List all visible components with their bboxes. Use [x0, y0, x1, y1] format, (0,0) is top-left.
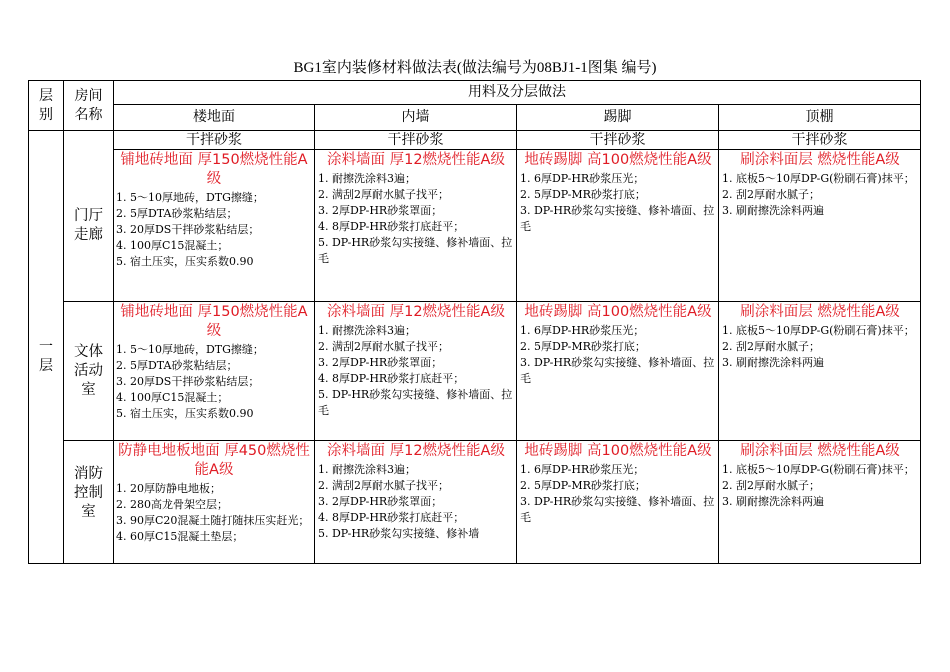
- spec-title: 地砖踢脚 高100燃烧性能A级: [524, 304, 712, 320]
- spec-title: 地砖踢脚 高100燃烧性能A级: [524, 152, 712, 168]
- header-floor: 层 别: [39, 87, 53, 123]
- list-item: 2. 5厚DP-MR砂浆打底；: [520, 340, 646, 353]
- spec-list: [722, 323, 918, 371]
- list-item: 5. 宿土压实，压实系数0.90: [116, 255, 254, 268]
- spec-cell: [520, 303, 716, 387]
- list-item: 1. 5～10厚地砖，DTG擦缝；: [116, 191, 264, 204]
- list-item: 4. 100厚C15混凝土；: [116, 391, 229, 404]
- spec-cell: [116, 303, 312, 422]
- spec-title: 涂料墙面 厚12燃烧性能A级: [327, 304, 505, 320]
- header-floor-finish: 楼地面: [193, 109, 235, 125]
- spec-cell: [116, 151, 312, 270]
- mortar-label: 干拌砂浆: [589, 132, 646, 148]
- list-item: 2. 5厚DTA砂浆粘结层；: [116, 207, 238, 220]
- list-item: 3. 2厚DP-HR砂浆罩面；: [318, 204, 443, 217]
- spec-list: [520, 462, 716, 526]
- col-divider-2: [516, 104, 517, 563]
- list-item: 1. 6厚DP-HR砂浆压光；: [520, 324, 645, 337]
- spec-cell: [116, 442, 312, 562]
- mortar-label: 干拌砂浆: [387, 132, 444, 148]
- spec-list: [722, 462, 918, 510]
- header-bottom: [28, 130, 921, 131]
- spec-cell: [722, 442, 918, 510]
- list-item: 1. 6厚DP-HR砂浆压光；: [520, 172, 645, 185]
- list-item: 2. 刮2厚耐水腻子；: [722, 479, 820, 492]
- spec-title: 涂料墙面 厚12燃烧性能A级: [327, 443, 505, 459]
- spec-cell: [722, 303, 918, 371]
- list-item: 3. 刷耐擦洗涂料两遍: [722, 356, 824, 369]
- list-item: 3. DP-HR砂浆勾实接缝、修补墙面、拉毛: [520, 495, 715, 524]
- spec-title: 防静电地板地面 厚450燃烧性能A级: [118, 443, 310, 478]
- list-item: 5. DP-HR砂浆勾实接缝、修补墙: [318, 527, 480, 540]
- spec-list: [520, 171, 716, 235]
- page-title: BG1室内装修材料做法表(做法编号为08BJ1-1图集 编号): [293, 60, 657, 76]
- list-item: 2. 满刮2厚耐水腻子找平；: [318, 479, 449, 492]
- list-item: 4. 8厚DP-HR砂浆打底赶平；: [318, 511, 465, 524]
- room-name: 文体 活动 室: [74, 343, 103, 398]
- list-item: 3. 20厚DS干拌砂浆粘结层；: [116, 223, 260, 236]
- col-divider-3: [718, 104, 719, 563]
- spec-list: [116, 342, 312, 422]
- row-divider-1: [63, 301, 921, 302]
- list-item: 1. 6厚DP-HR砂浆压光；: [520, 463, 645, 476]
- list-item: 3. 刷耐擦洗涂料两遍: [722, 495, 824, 508]
- spec-title: 刷涂料面层 燃烧性能A级: [740, 152, 900, 168]
- list-item: 1. 耐擦洗涂料3遍；: [318, 463, 416, 476]
- list-item: 1. 底板5～10厚DP-G(粉刷石膏)抹平；: [722, 463, 915, 476]
- mortar-label: 干拌砂浆: [186, 132, 242, 148]
- list-item: 1. 5～10厚地砖，DTG擦缝；: [116, 343, 264, 356]
- spec-title: 铺地砖地面 厚150燃烧性能A级: [120, 304, 308, 339]
- room-name: 消防 控制 室: [74, 466, 103, 520]
- list-item: 1. 耐擦洗涂料3遍；: [318, 324, 416, 337]
- list-item: 2. 刮2厚耐水腻子；: [722, 188, 820, 201]
- spec-list: [520, 323, 716, 387]
- list-item: 4. 100厚C15混凝土；: [116, 239, 229, 252]
- list-item: 4. 60厚C15混凝土垫层；: [116, 530, 244, 543]
- list-item: 1. 底板5～10厚DP-G(粉刷石膏)抹平；: [722, 172, 915, 185]
- list-item: 2. 满刮2厚耐水腻子找平；: [318, 340, 449, 353]
- spec-cell: [318, 303, 514, 419]
- floor-name: 一 层: [39, 338, 53, 374]
- header-group: 用料及分层做法: [468, 84, 566, 100]
- list-item: 2. 280高龙骨架空层；: [116, 498, 228, 511]
- header-ceiling: 顶棚: [805, 109, 834, 125]
- list-item: 5. 宿土压实，压实系数0.90: [116, 407, 254, 420]
- list-item: 4. 8厚DP-HR砂浆打底赶平；: [318, 220, 465, 233]
- list-item: 3. 2厚DP-HR砂浆罩面；: [318, 495, 443, 508]
- spec-cell: [318, 442, 514, 562]
- list-item: 3. 刷耐擦洗涂料两遍: [722, 204, 824, 217]
- spec-cell: [318, 151, 514, 267]
- row-divider-2: [63, 440, 921, 441]
- list-item: 2. 5厚DP-MR砂浆打底；: [520, 188, 646, 201]
- col-divider-1: [314, 104, 315, 563]
- header-skirting: 踢脚: [603, 109, 632, 125]
- header-room: 房间 名称: [74, 87, 103, 123]
- mortar-row-bottom: [113, 149, 921, 150]
- room-name: 门厅 走廊: [74, 207, 103, 243]
- list-item: 3. 90厚C20混凝土随打随抹压实赶光；: [116, 514, 310, 527]
- spec-title: 地砖踢脚 高100燃烧性能A级: [524, 443, 712, 459]
- spec-title: 刷涂料面层 燃烧性能A级: [740, 443, 900, 459]
- spec-list: [116, 481, 312, 545]
- list-item: 1. 底板5～10厚DP-G(粉刷石膏)抹平；: [722, 324, 915, 337]
- spec-list: [116, 190, 312, 270]
- list-item: 1. 耐擦洗涂料3遍；: [318, 172, 416, 185]
- table-border-bottom: [28, 563, 921, 564]
- list-item: 2. 满刮2厚耐水腻子找平；: [318, 188, 449, 201]
- col-divider-room: [113, 80, 114, 563]
- spec-title: 涂料墙面 厚12燃烧性能A级: [327, 152, 505, 168]
- list-item: 4. 8厚DP-HR砂浆打底赶平；: [318, 372, 465, 385]
- list-item: 5. DP-HR砂浆勾实接缝、修补墙面、拉毛: [318, 236, 513, 265]
- list-item: 2. 5厚DTA砂浆粘结层；: [116, 359, 238, 372]
- list-item: 2. 5厚DP-MR砂浆打底；: [520, 479, 646, 492]
- spec-title: 刷涂料面层 燃烧性能A级: [740, 304, 900, 320]
- list-item: 1. 20厚防静电地板；: [116, 482, 221, 495]
- list-item: 3. 2厚DP-HR砂浆罩面；: [318, 356, 443, 369]
- spec-cell: [722, 151, 918, 219]
- spec-title: 铺地砖地面 厚150燃烧性能A级: [120, 152, 308, 187]
- list-item: 3. 20厚DS干拌砂浆粘结层；: [116, 375, 260, 388]
- spec-cell: [520, 442, 716, 526]
- header-inner-wall: 内墙: [401, 109, 430, 125]
- list-item: 5. DP-HR砂浆勾实接缝、修补墙面、拉毛: [318, 388, 513, 417]
- mortar-label: 干拌砂浆: [791, 132, 848, 148]
- spec-cell: [520, 151, 716, 235]
- spec-list: [722, 171, 918, 219]
- spec-list: [318, 462, 514, 542]
- list-item: 2. 刮2厚耐水腻子；: [722, 340, 820, 353]
- table-border-right: [920, 80, 921, 564]
- spec-list: [318, 323, 514, 419]
- list-item: 3. DP-HR砂浆勾实接缝、修补墙面、拉毛: [520, 204, 715, 233]
- list-item: 3. DP-HR砂浆勾实接缝、修补墙面、拉毛: [520, 356, 715, 385]
- spec-list: [318, 171, 514, 267]
